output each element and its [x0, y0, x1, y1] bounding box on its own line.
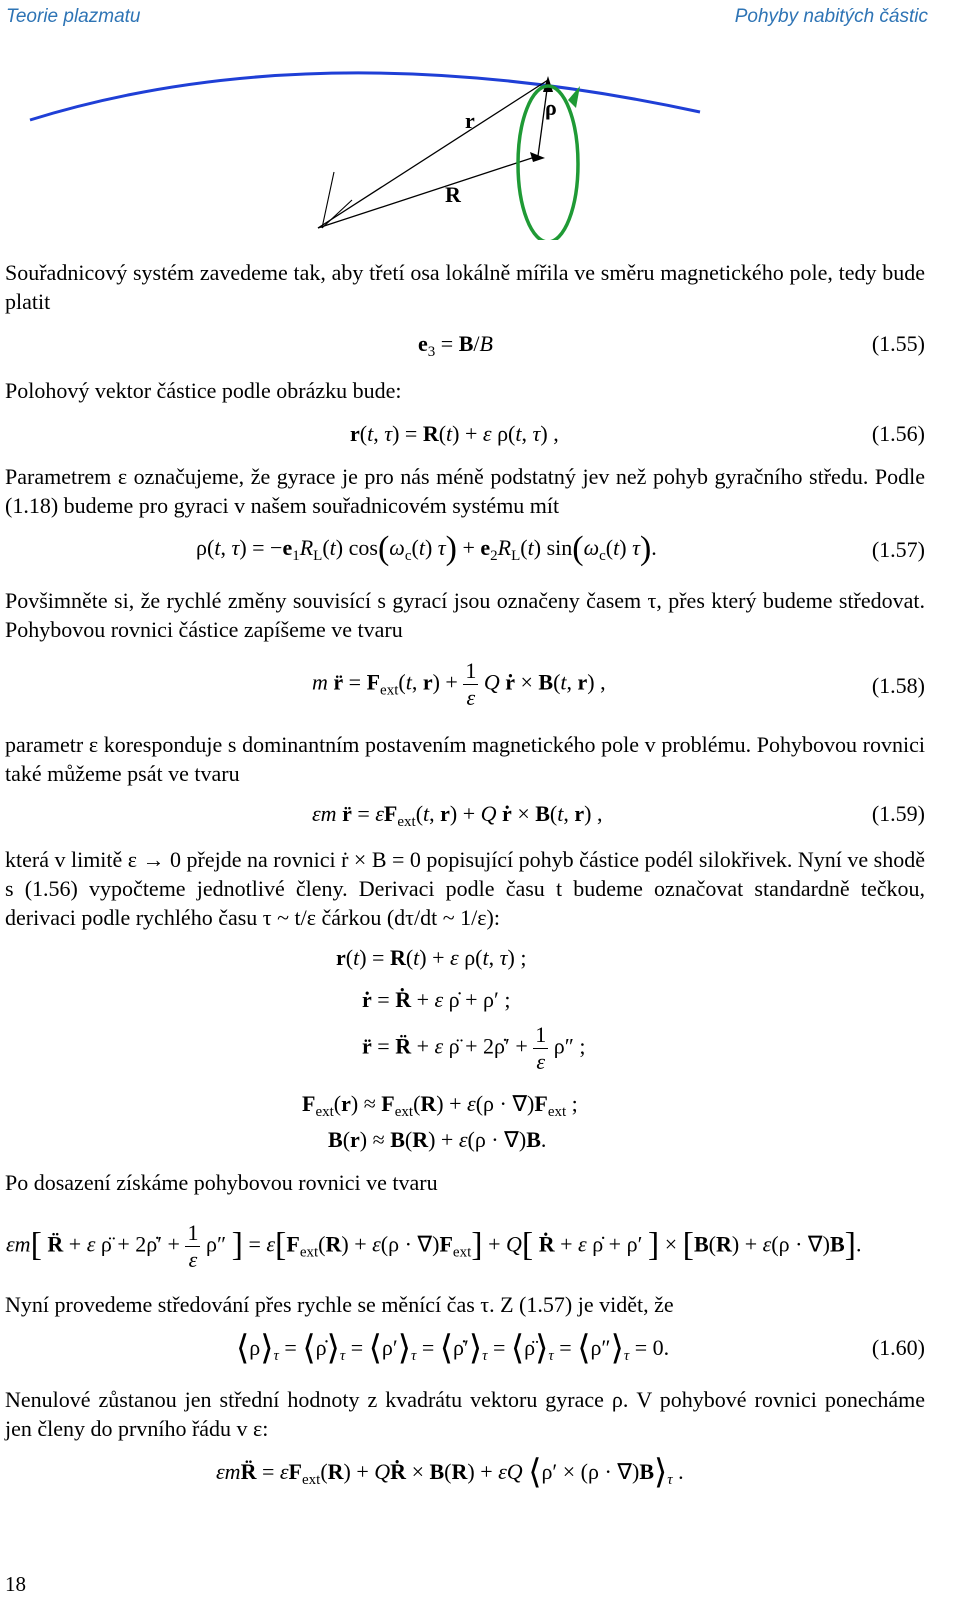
equation-1-55: $e_3 = B/B$ [418, 331, 493, 360]
figure-label-rho: ρ [545, 95, 557, 120]
equation-1-56: r(t, τ) = R(t) + ε ρ(t, τ) , [350, 421, 559, 446]
paragraph-3: Parametrem ε označujeme, že gyrace je pro nás méně podstatný jev než pohyb gyračního středu. Podle (1.18) budeme pro gyraci v našem souřadnicovém systému mít [5, 464, 925, 518]
paragraph-8: Nyní provedeme středování přes rychle se měnící čas τ. Z (1.57) je vidět, že [5, 1292, 674, 1317]
header-right-title: Pohyby nabitých částic [734, 6, 928, 27]
header-left-title: Teorie plazmatu [6, 6, 141, 27]
derivation-r-ddot: r̈ = R̈ + ε ρ̈ + 2ρ̇′ + $\frac{1}{\varepsilon}$ ρ″ ; [362, 1022, 586, 1074]
vector-r [318, 80, 548, 228]
equation-averaged: εmR̈ = $\varepsilon F_{ext}(R)$ + QṘ × B(R) + εQ ⟨ρ′ × $(\rho \cdot \nabla)B⟩_\tau$ . [216, 1454, 684, 1491]
figure-label-r: r [465, 108, 475, 133]
derivation-r: r(t) = R(t) + ε ρ(t, τ) ; [336, 945, 527, 970]
page-number: 18 [5, 1572, 26, 1596]
paragraph-2: Polohový vektor částice podle obrázku bude: [5, 378, 402, 403]
eq-number-1-55: (1.55) [871, 331, 925, 356]
vector-R [318, 156, 538, 228]
paragraph-4: Povšimněte si, že rychlé změny souvisící s gyrací jsou označeny časem τ, přes který budeme středovat. Pohybovou rovnici částice zapíšeme ve tvaru [5, 588, 925, 642]
field-line [30, 73, 700, 120]
paragraph-5: parametr ε koresponduje s dominantním postavením magnetického pole v problému. Pohybovou rovnici také můžeme psát ve tvaru [5, 732, 925, 786]
paragraph-9: Nenulové zůstanou jen střední hodnoty z kvadrátu vektoru gyrace ρ. V pohybové rovnici ponecháme jen členy do prvního řádu v ε: [5, 1387, 925, 1441]
equation-1-58: m r̈ = $F_{ext}(t$, r) + $\frac{1}{\varepsilon}$ Q ṙ × B(t, r) , [312, 658, 606, 710]
derivation-r-dot: ṙ = Ṙ + ε ρ̇ + ρ′ ; [362, 987, 511, 1012]
eq-number-1-57: (1.57) [871, 537, 925, 562]
paragraph-7: Po dosazení získáme pohybovou rovnici ve tvaru [5, 1170, 438, 1195]
derivation-F-ext: $F_{ext}(r) \approx F_{ext}(R) + \varepsilon(\rho \cdot \nabla)F_{ext}$ ; [302, 1091, 578, 1120]
paragraph-6: která v limitě ε → 0 přejde na rovnici ṙ × B = 0 popisující pohyb částice podél silokřivek. Nyní ve shodě s (1.56) vypočteme jednotlivé členy. Derivaci podle času t budeme označovat standardně tečkou, derivaci podle rychlého času τ ~ t/ε čárkou (dτ/dt ~ 1/ε): [5, 847, 925, 930]
eq-number-1-59: (1.59) [871, 801, 925, 826]
equation-substituted: εm[ R̈ + ε ρ̈ + 2ρ̇′ + $\frac{1}{\varepsilon}$ ρ″ ] = $\varepsilon[F_{ext}(R) + \varepsilon(\rho \cdot \nabla)F_{ext}] + Q$[ Ṙ + ε ρ̇ + ρ′ ] × [B(R) + ε(ρ · ∇)B]. [6, 1220, 862, 1272]
equation-1-57: ρ(t, $\tau) = -e_1R_L(t)$ $\cos(\omega_c(t) \tau) + e_2R_L(t)$ $\sin(\omega_c(t)$ τ). [196, 530, 657, 567]
axis-diagonal [322, 200, 352, 228]
gyration-figure [0, 0, 960, 240]
eq-number-1-56: (1.56) [871, 421, 925, 446]
derivation-B: B(r) ≈ B(R) + ε(ρ · ∇)B. [328, 1127, 547, 1152]
eq-number-1-60: (1.60) [871, 1335, 925, 1360]
eq-number-1-58: (1.58) [871, 673, 925, 698]
equation-1-60: $⟨\rho⟩_\tau$ = $⟨\rhȯ⟩_\tau$ = $⟨\rho'⟩_\tau$ = $⟨\rhȯ'⟩_\tau$ = $⟨\rhö⟩_\tau$ = $⟨\rho''⟩_\tau = 0$. [236, 1330, 670, 1367]
paragraph-1: Souřadnicový systém zavedeme tak, aby třetí osa lokálně mířila ve směru magnetického pole, tedy bude platit [5, 260, 925, 314]
equation-1-59: εm r̈ = $\varepsilon F_{ext}(t$, r) + Q ṙ × B(t, r) , [312, 801, 603, 830]
figure-label-R: R [445, 182, 461, 207]
